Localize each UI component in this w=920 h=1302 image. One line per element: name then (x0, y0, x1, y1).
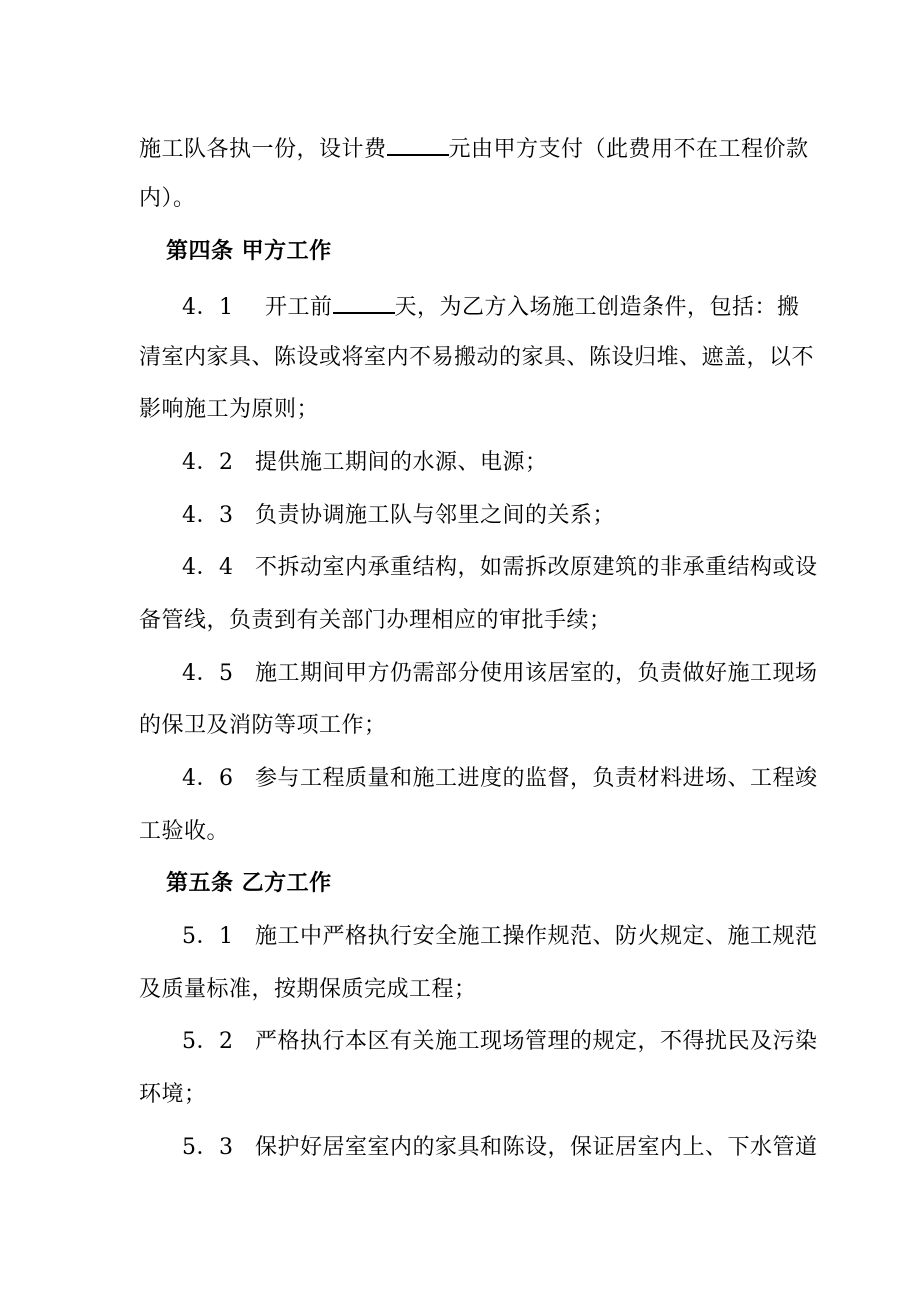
text: 施工中严格执行安全施工操作规范、防火规定、施工规范 (255, 924, 818, 949)
section-heading-5 (166, 869, 792, 899)
text: 备管线，负责到有关部门办理相应的审批手续； (139, 608, 612, 633)
paragraph-line (139, 817, 792, 847)
clause-4-2 (182, 448, 792, 478)
text: 不拆动室内承重结构，如需拆改原建筑的非承重结构或设 (255, 555, 818, 580)
clause-number: 4．5 (182, 661, 234, 686)
paragraph-line (139, 1080, 792, 1110)
text: 环境； (139, 1082, 207, 1107)
text: 严格执行本区有关施工现场管理的规定，不得扰民及污染 (255, 1029, 818, 1054)
paragraph-line (139, 975, 792, 1005)
clause-number: 4．6 (182, 766, 234, 791)
heading-text: 第四条 甲方工作 (166, 239, 332, 264)
text: 提供施工期间的水源、电源； (255, 450, 548, 475)
heading-text: 第五条 乙方工作 (166, 871, 332, 896)
clause-number: 4．4 (182, 555, 234, 580)
text: 内）。 (139, 186, 196, 211)
text: 元由甲方支付（此费用不在工程价款 (448, 137, 809, 162)
text: 工验收。 (139, 819, 230, 844)
text: 开工前 (265, 295, 333, 320)
paragraph-line (139, 711, 792, 741)
clause-number: 4．1 (182, 295, 234, 320)
section-heading-4 (166, 237, 792, 267)
clause-5-3 (182, 1133, 818, 1163)
blank-line (387, 132, 449, 156)
clause-5-1 (182, 922, 818, 952)
clause-4-1 (182, 290, 800, 323)
text: 及质量标准，按期保质完成工程； (139, 977, 477, 1002)
text: 参与工程质量和施工进度的监督，负责材料进场、工程竣 (255, 766, 818, 791)
text: 的保卫及消防等项工作； (139, 713, 387, 738)
blank-line (333, 290, 395, 314)
clause-number: 5．1 (182, 924, 234, 949)
text: 清室内家具、陈设或将室内不易搬动的家具、陈设归堆、遮盖，以不 (139, 345, 815, 370)
clause-number: 5．3 (182, 1135, 234, 1160)
clause-number: 4．3 (182, 503, 234, 528)
clause-4-5 (182, 659, 818, 689)
clause-number: 5．2 (182, 1029, 234, 1054)
paragraph-line (139, 132, 809, 165)
text: 负责协调施工队与邻里之间的关系； (255, 503, 616, 528)
text: 保护好居室室内的家具和陈设，保证居室内上、下水管道 (255, 1135, 818, 1160)
paragraph-line (139, 343, 815, 373)
clause-5-2 (182, 1027, 818, 1057)
clause-number: 4．2 (182, 450, 234, 475)
clause-4-4 (182, 553, 818, 583)
text: 施工期间甲方仍需部分使用该居室的，负责做好施工现场 (255, 661, 818, 686)
text: 影响施工为原则； (139, 397, 320, 422)
text: 施工队各执一份，设计费 (139, 137, 387, 162)
text: 天，为乙方入场施工创造条件，包括：搬 (394, 295, 800, 320)
paragraph-line (139, 606, 792, 636)
paragraph-line (139, 395, 792, 425)
clause-4-6 (182, 764, 818, 794)
paragraph-line (139, 184, 792, 214)
clause-4-3 (182, 501, 792, 531)
